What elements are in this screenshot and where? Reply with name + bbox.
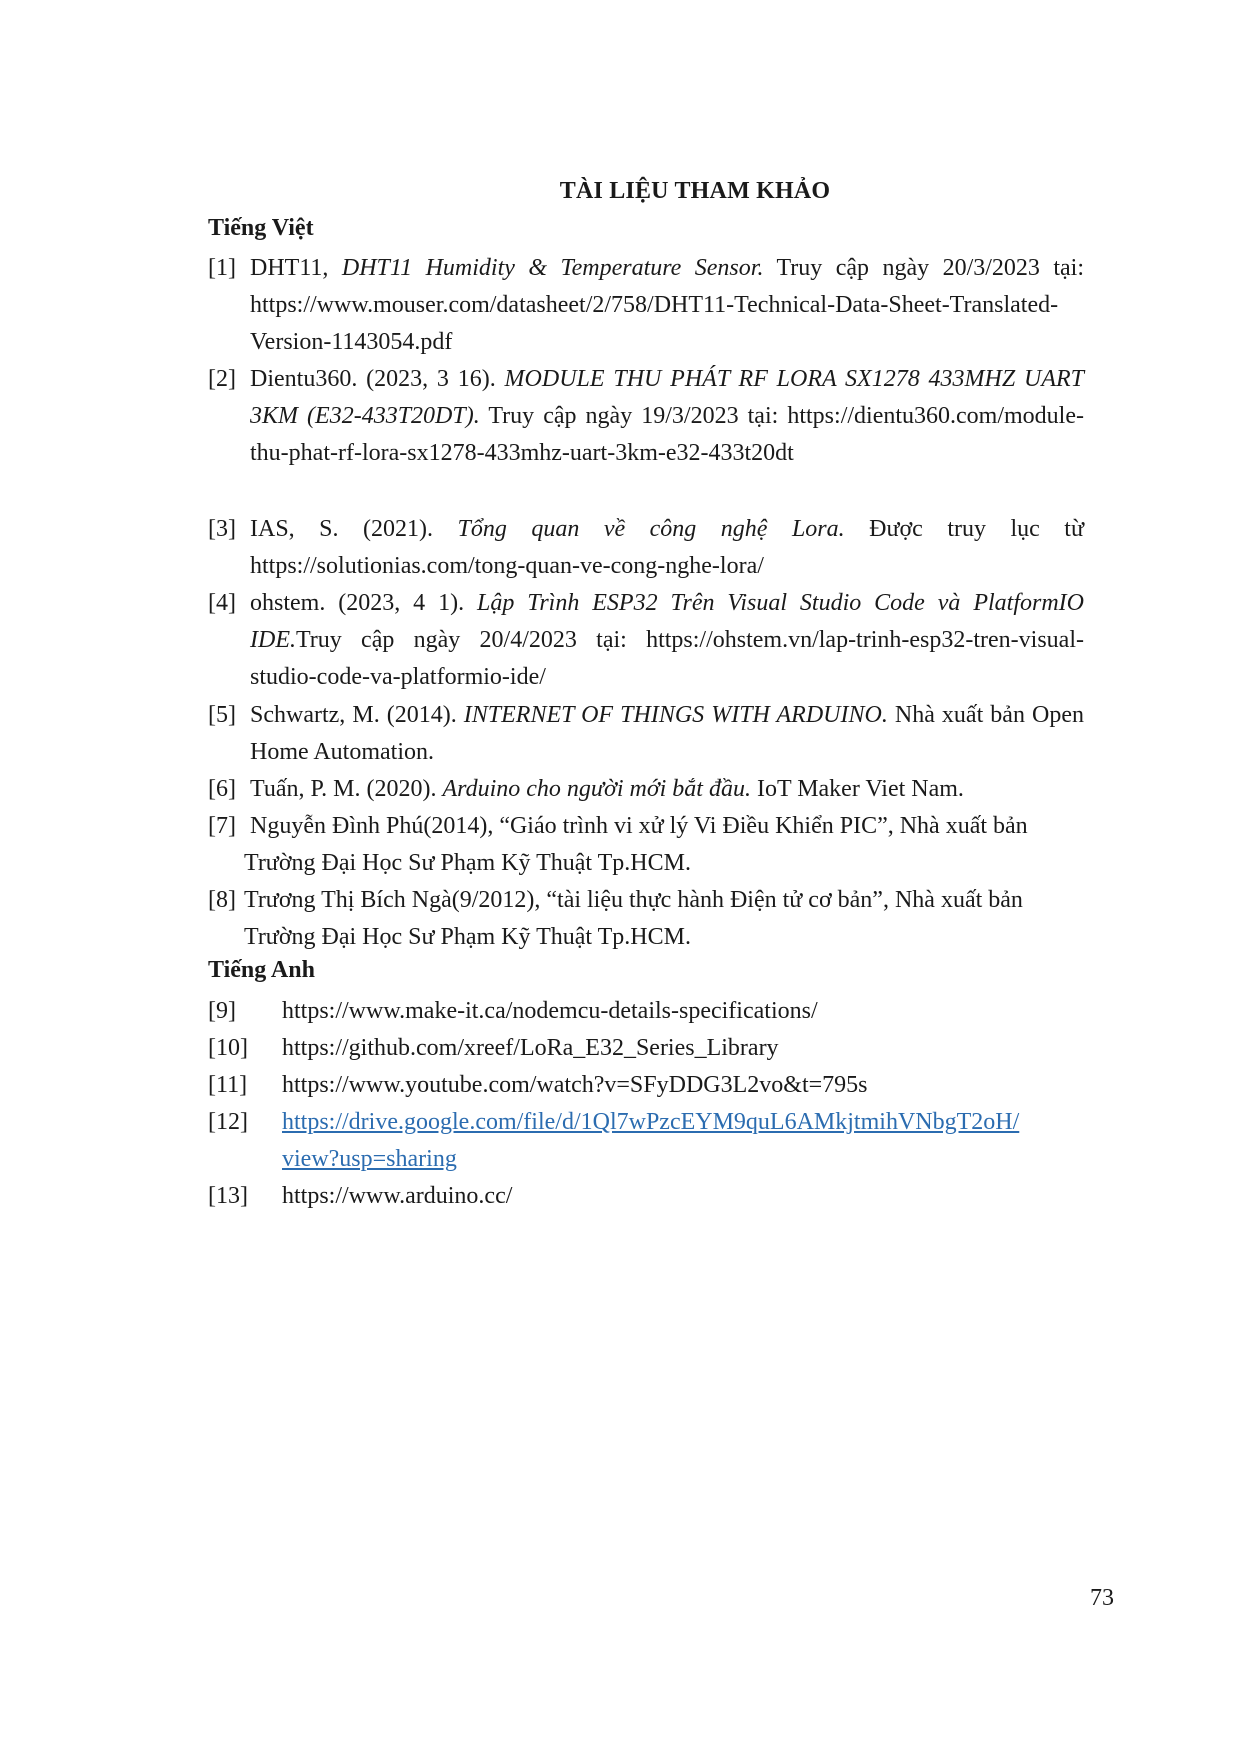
reference-number: [3] [208,516,236,542]
page-number: 73 [1090,1585,1114,1611]
reference-text-cont: Trường Đại Học Sư Phạm Kỹ Thuật Tp.HCM. [244,850,691,876]
reference-text: Nguyễn Đình Phú(2014), “Giáo trình vi xử lý Vi Điều Khiển PIC”, Nhà xuất bản [250,813,1028,839]
reference-number: [6] [208,776,236,802]
reference-number: [11] [208,1072,248,1098]
reference-number: [1] [208,255,236,281]
reference-number: [4] [208,590,236,616]
reference-text: DHT11, DHT11 Humidity & Temperature Sensor. Truy cập ngày 20/3/2023 tại: https://www.mouser.com/datasheet/2/758/DHT11-Technical-Data-Sheet-Translated-Version-1143054.pdf [250,255,1085,355]
reference-number: [10] [208,1035,248,1061]
reference-text: Schwartz, M. (2014). INTERNET OF THINGS WITH ARDUINO. Nhà xuất bản Open Home Automation. [250,702,1084,765]
reference-text: Trương Thị Bích Ngà(9/2012), “tài liệu thực hành Điện tử cơ bản”, Nhà xuất bản [244,887,1023,913]
reference-text: https://www.youtube.com/watch?v=SFyDDG3L2vo&t=795s [282,1072,868,1098]
reference-number: [13] [208,1183,248,1209]
reference-text: https://www.arduino.cc/ [282,1183,513,1209]
reference-number: [2] [208,366,236,392]
section-heading-english: Tiếng Anh [208,957,315,983]
reference-number: [8] [208,887,236,913]
section-heading-vietnamese: Tiếng Việt [208,215,314,241]
reference-text: https://github.com/xreef/LoRa_E32_Series_Library [282,1035,779,1061]
drive-link-line1[interactable]: https://drive.google.com/file/d/1Ql7wPzcEYM9quL6AMkjtmihVNbgT2oH/ [282,1109,1020,1135]
reference-number: [7] [208,813,236,839]
reference-text: https://www.make-it.ca/nodemcu-details-specifications/ [282,998,818,1024]
reference-number: [9] [208,998,236,1024]
reference-text: IAS, S. (2021). Tổng quan về công nghệ Lora. Được truy lục từ https://solutionias.com/tong-quan-ve-cong-nghe-lora/ [250,516,1084,579]
drive-link-line2[interactable]: view?usp=sharing [282,1146,457,1172]
reference-text-cont: Trường Đại Học Sư Phạm Kỹ Thuật Tp.HCM. [244,924,691,950]
reference-number: [12] [208,1109,248,1135]
reference-number: [5] [208,702,236,728]
reference-text: ohstem. (2023, 4 1). Lập Trình ESP32 Trên Visual Studio Code và PlatformIO IDE.Truy cập ngày 20/4/2023 tại: https://ohstem.vn/lap-trinh-esp32-tren-visual-studio-code-va-platformio-ide/ [250,590,1084,690]
reference-text: Tuấn, P. M. (2020). Arduino cho người mới bắt đầu. IoT Maker Viet Nam. [250,776,964,802]
page-title: TÀI LIỆU THAM KHẢO [559,178,831,204]
reference-link[interactable] [282,1104,1102,1178]
reference-text: Dientu360. (2023, 3 16). MODULE THU PHÁT RF LORA SX1278 433MHZ UART 3KM (E32-433T20DT). Truy cập ngày 19/3/2023 tại: https://dientu360.com/module-thu-phat-rf-lora-sx1278-433mhz-uart-3km-e32-433t20dt [250,366,1084,466]
